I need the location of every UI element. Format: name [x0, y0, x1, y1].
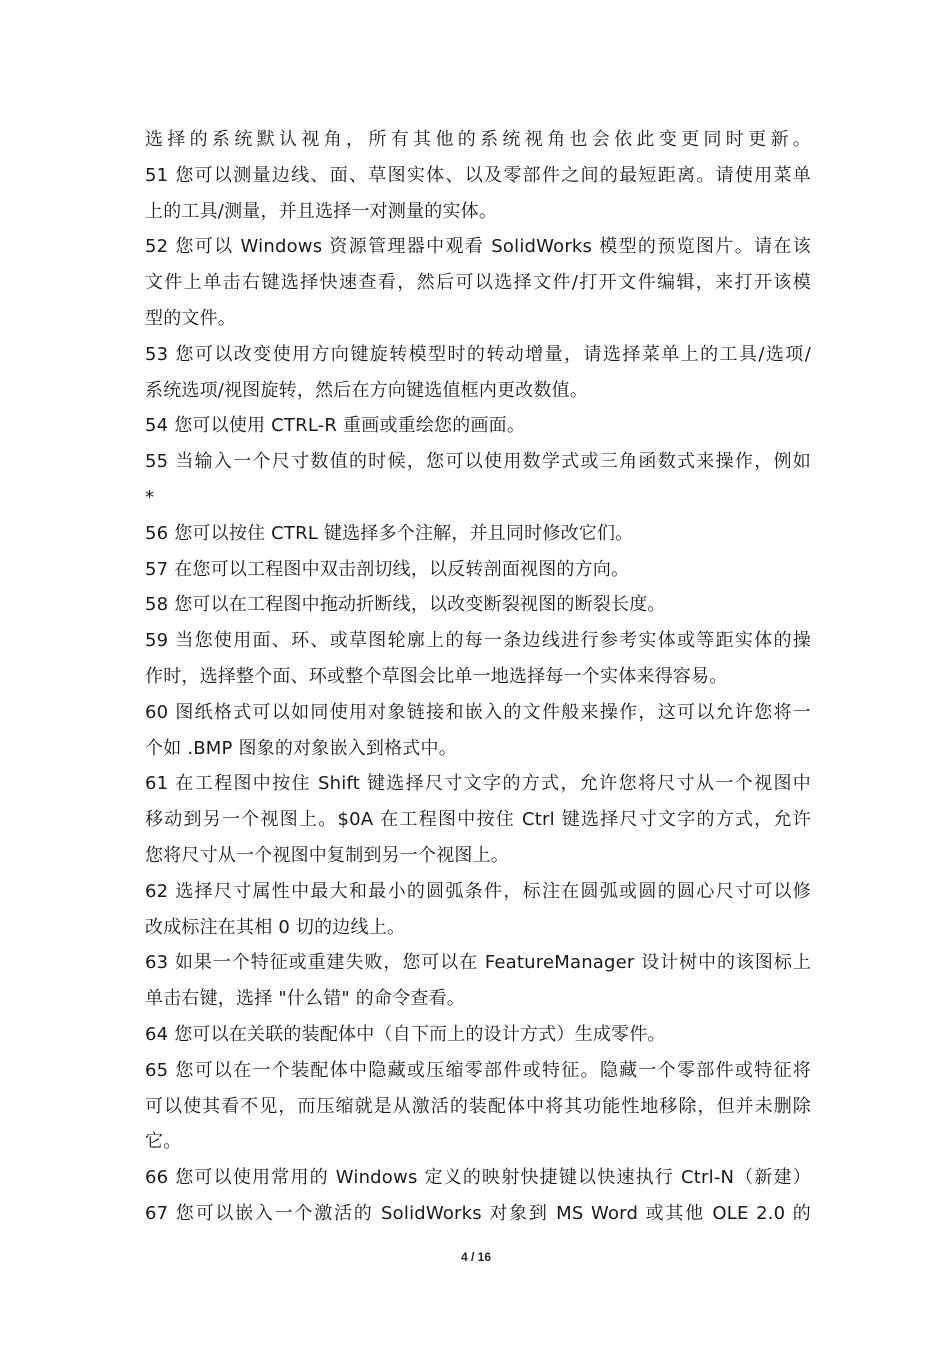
text-line: 63 如果一个特征或重建失败，您可以在 FeatureManager 设计树中的该图标上	[145, 952, 811, 974]
text-line: 54 您可以使用 CTRL-R 重画或重绘您的画面。	[145, 415, 526, 437]
text-line: 59 当您使用面、环、或草图轮廓上的每一条边线进行参考实体或等距实体的操	[145, 630, 811, 652]
document-body	[145, 122, 811, 1232]
text-line: 系统选项/视图旋转，然后在方向键选值框内更改数值。	[145, 379, 589, 401]
text-line: 单击右键，选择 "什么错" 的命令查看。	[145, 988, 466, 1010]
text-line: 选择的系统默认视角，所有其他的系统视角也会依此变更同时更新。	[145, 129, 811, 150]
text-line: 64 您可以在关联的装配体中（自下而上的设计方式）生成零件。	[145, 1023, 666, 1045]
text-line: 移动到另一个视图上。$0A 在工程图中按住 Ctrl 键选择尺寸文字的方式，允许	[145, 809, 811, 831]
page-number: 4 / 16	[460, 1250, 492, 1264]
text-line: 作时，选择整个面、环或整个草图会比单一地选择每一个实体来得容易。	[145, 665, 728, 687]
text-line: 60 图纸格式可以如同使用对象链接和嵌入的文件般来操作，这可以允许您将一	[145, 701, 811, 723]
text-line: 上的工具/测量，并且选择一对测量的实体。	[145, 200, 498, 222]
text-line: 56 您可以按住 CTRL 键选择多个注解，并且同时修改它们。	[145, 522, 634, 544]
text-line: 文件上单击右键选择快速查看，然后可以选择文件/打开文件编辑，来打开该模	[145, 272, 811, 294]
text-line: 58 您可以在工程图中拖动折断线，以改变断裂视图的断裂长度。	[145, 594, 666, 616]
text-line: 66 您可以使用常用的 Windows 定义的映射快捷键以快速执行 Ctrl-N（新建）	[145, 1167, 811, 1189]
text-line: 65 您可以在一个装配体中隐藏或压缩零部件或特征。隐藏一个零部件或特征将	[145, 1059, 811, 1081]
text-line: *	[145, 486, 155, 508]
text-line: 改成标注在其相 0 切的边线上。	[145, 916, 406, 938]
text-line: 67 您可以嵌入一个激活的 SolidWorks 对象到 MS Word 或其他 OLE 2.0 的	[145, 1202, 811, 1224]
text-line: 57 在您可以工程图中双击剖切线，以反转剖面视图的方向。	[145, 558, 630, 580]
text-line: 您将尺寸从一个视图中复制到另一个视图上。	[145, 844, 509, 866]
text-line: 53 您可以改变使用方向键旋转模型时的转动增量，请选择菜单上的工具/选项/	[145, 343, 811, 365]
text-line: 51 您可以测量边线、面、草图实体、以及零部件之间的最短距离。请使用菜单	[145, 164, 811, 186]
text-line: 61 在工程图中按住 Shift 键选择尺寸文字的方式，允许您将尺寸从一个视图中	[145, 773, 811, 795]
text-line: 55 当输入一个尺寸数值的时候，您可以使用数学式或三角函数式来操作，例如	[145, 451, 811, 473]
text-line: 62 选择尺寸属性中最大和最小的圆弧条件，标注在圆弧或圆的圆心尺寸可以修	[145, 880, 811, 902]
text-line: 可以使其看不见，而压缩就是从激活的装配体中将其功能性地移除，但并未删除	[145, 1095, 811, 1117]
text-line: 它。	[145, 1131, 182, 1153]
text-line: 个如 .BMP 图象的对象嵌入到格式中。	[145, 737, 457, 759]
text-line: 型的文件。	[145, 307, 236, 329]
text-line: 52 您可以 Windows 资源管理器中观看 SolidWorks 模型的预览图片。请在该	[145, 236, 811, 258]
